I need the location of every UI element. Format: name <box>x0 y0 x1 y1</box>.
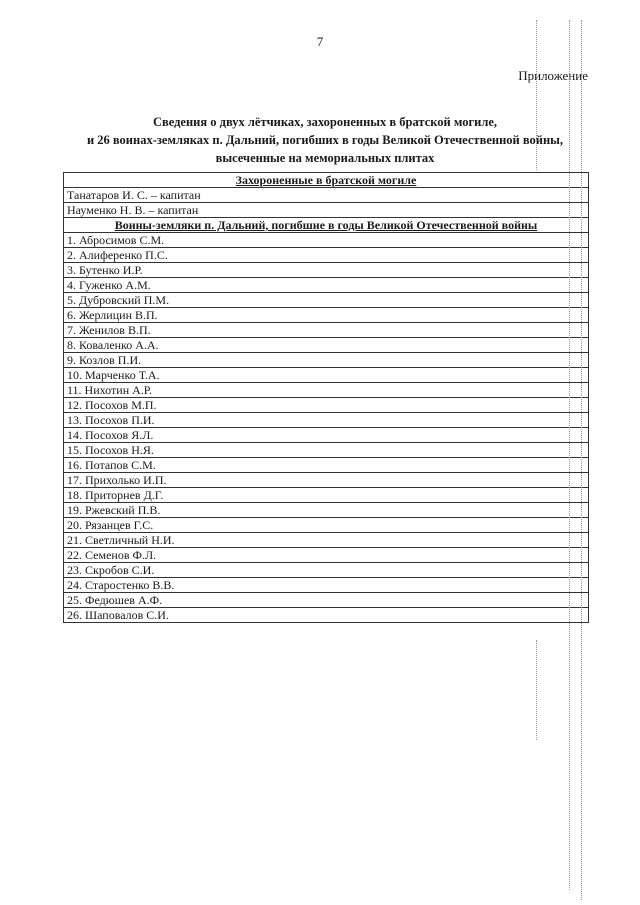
pilot-name: Танатаров И. С. – капитан <box>64 188 589 203</box>
table-row <box>64 488 589 503</box>
table-row <box>64 338 589 353</box>
soldier-name: 17. Прихолько И.П. <box>64 473 589 488</box>
table-row <box>64 548 589 563</box>
table-row <box>64 383 589 398</box>
section-header-row <box>64 173 589 188</box>
table-row <box>64 593 589 608</box>
soldier-name: 9. Козлов П.И. <box>64 353 589 368</box>
soldier-name: 12. Посохов М.П. <box>64 398 589 413</box>
scan-artifact-line <box>536 20 537 170</box>
soldier-name: 5. Дубровский П.М. <box>64 293 589 308</box>
soldier-name: 2. Алиференко П.С. <box>64 248 589 263</box>
document-title <box>55 113 595 167</box>
soldier-name: 20. Рязанцев Г.С. <box>64 518 589 533</box>
soldier-name: 7. Женилов В.П. <box>64 323 589 338</box>
soldier-name: 22. Семенов Ф.Л. <box>64 548 589 563</box>
table-row <box>64 353 589 368</box>
soldier-name: 11. Нихотин А.Р. <box>64 383 589 398</box>
table-row <box>64 443 589 458</box>
table-row <box>64 263 589 278</box>
soldier-name: 24. Старостенко В.В. <box>64 578 589 593</box>
section-header-soldiers: Воины-земляки п. Дальний, погибшие в годы Великой Отечественной войны <box>64 218 589 233</box>
table-row <box>64 473 589 488</box>
section-header-row <box>64 218 589 233</box>
table-row <box>64 293 589 308</box>
table-row <box>64 368 589 383</box>
table-row <box>64 398 589 413</box>
soldier-name: 25. Федюшев А.Ф. <box>64 593 589 608</box>
table-row <box>64 203 589 218</box>
soldier-name: 15. Посохов Н.Я. <box>64 443 589 458</box>
soldier-name: 13. Посохов П.И. <box>64 413 589 428</box>
soldier-name: 14. Посохов Я.Л. <box>64 428 589 443</box>
memorial-table <box>63 172 589 623</box>
soldier-name: 3. Бутенко И.Р. <box>64 263 589 278</box>
soldier-name: 19. Ржевский П.В. <box>64 503 589 518</box>
scan-artifact-line <box>581 20 582 900</box>
table-row <box>64 323 589 338</box>
soldier-name: 6. Жерлицин В.П. <box>64 308 589 323</box>
title-line-1: Сведения о двух лётчиках, захороненных в братской могиле, <box>152 115 498 129</box>
table-row <box>64 188 589 203</box>
table-row <box>64 308 589 323</box>
soldier-name: 21. Светличный Н.И. <box>64 533 589 548</box>
soldier-name: 10. Марченко Т.А. <box>64 368 589 383</box>
table-row <box>64 533 589 548</box>
scan-artifact-line <box>536 640 537 740</box>
table-row <box>64 233 589 248</box>
appendix-label: Приложение <box>518 68 588 83</box>
title-line-2: и 26 воинах-земляках п. Дальний, погибших в годы Великой Отечественной войны, <box>86 133 564 147</box>
table-row <box>64 518 589 533</box>
soldier-name: 8. Коваленко А.А. <box>64 338 589 353</box>
section-header-buried: Захороненные в братской могиле <box>64 173 589 188</box>
table-row <box>64 458 589 473</box>
pilot-name: Науменко Н. В. – капитан <box>64 203 589 218</box>
title-line-3: высеченные на мемориальных плитах <box>215 151 435 165</box>
table-row <box>64 413 589 428</box>
table-row <box>64 608 589 623</box>
soldier-name: 23. Скробов С.И. <box>64 563 589 578</box>
table-row <box>64 578 589 593</box>
page-number: 7 <box>316 34 324 49</box>
table-row <box>64 503 589 518</box>
soldier-name: 18. Приторнев Д.Г. <box>64 488 589 503</box>
soldier-name: 1. Абросимов С.М. <box>64 233 589 248</box>
scan-artifact-line <box>569 20 570 890</box>
table-row <box>64 563 589 578</box>
table-row <box>64 428 589 443</box>
table-row <box>64 278 589 293</box>
soldier-name: 4. Гуженко А.М. <box>64 278 589 293</box>
soldier-name: 16. Потапов С.М. <box>64 458 589 473</box>
table-row <box>64 248 589 263</box>
soldier-name: 26. Шаповалов С.И. <box>64 608 589 623</box>
